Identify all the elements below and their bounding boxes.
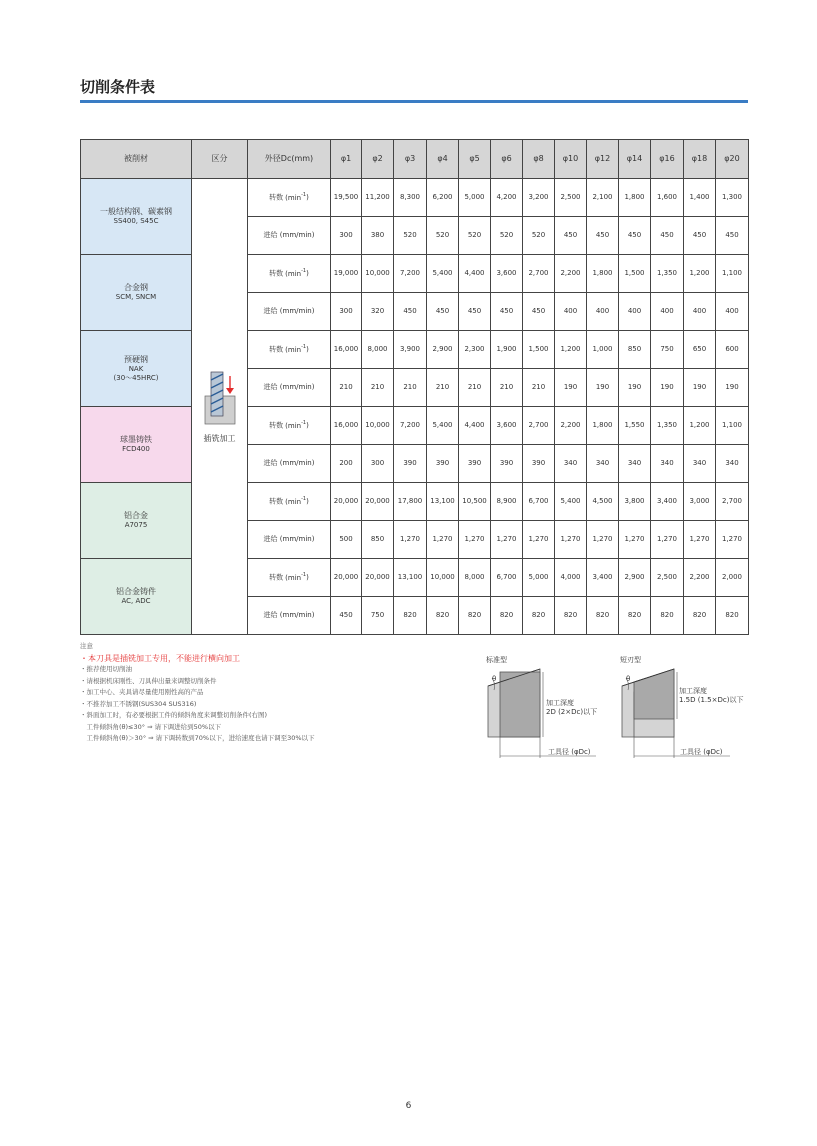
speed-value: 8,900	[491, 483, 523, 521]
notes-heading: 注意	[80, 642, 93, 650]
speed-unit: (min	[285, 421, 302, 430]
material-hardness: (30～45HRC)	[113, 373, 159, 382]
speed-value: 1,600	[651, 179, 684, 217]
note-item: ・不推荐加工不锈钢(SUS304 SUS316)	[80, 699, 197, 708]
speed-label: 转数	[269, 421, 284, 430]
header-cell: φ6	[491, 140, 523, 179]
feed-value: 1,270	[684, 521, 716, 559]
feed-value: 340	[716, 445, 749, 483]
speed-value: 3,800	[619, 483, 651, 521]
material-grade: A7075	[124, 521, 148, 530]
speed-value: 1,100	[716, 407, 749, 445]
speed-value: 2,500	[651, 559, 684, 597]
feed-value: 1,270	[651, 521, 684, 559]
speed-unit-exponent: -1	[301, 420, 307, 427]
speed-value: 13,100	[394, 559, 427, 597]
speed-label-cell	[248, 559, 331, 597]
note-item: ・加工中心、夹具请尽量使用刚性高的产品	[80, 688, 204, 696]
speed-value: 6,700	[523, 483, 555, 521]
speed-value: 2,700	[523, 255, 555, 293]
speed-value: 8,000	[362, 331, 394, 369]
material-name: 铝合金	[124, 511, 148, 521]
speed-value: 11,200	[362, 179, 394, 217]
speed-value: 1,350	[651, 407, 684, 445]
header-cell: φ18	[684, 140, 716, 179]
short-depth-label: 加工深度	[679, 687, 707, 695]
feed-value: 450	[523, 293, 555, 331]
page-number: 6	[405, 1101, 412, 1111]
speed-value: 2,500	[555, 179, 587, 217]
material-grade: FCD400	[122, 445, 150, 454]
feed-value: 1,270	[491, 521, 523, 559]
feed-value: 400	[619, 293, 651, 331]
material-cell	[81, 483, 192, 559]
table-row	[81, 255, 749, 293]
feed-value: 390	[427, 445, 459, 483]
table-row	[81, 179, 749, 217]
speed-value: 13,100	[427, 483, 459, 521]
feed-value: 450	[394, 293, 427, 331]
feed-value: 450	[555, 217, 587, 255]
speed-value: 1,400	[684, 179, 716, 217]
tool-body	[500, 672, 540, 737]
feed-value: 450	[684, 217, 716, 255]
material-cell	[81, 407, 192, 483]
feed-value: 300	[331, 217, 362, 255]
standard-diagram-title: 标准型	[486, 656, 507, 664]
speed-value: 2,200	[555, 407, 587, 445]
cutting-conditions-table	[80, 139, 749, 635]
feed-value: 820	[523, 597, 555, 635]
feed-value: 820	[491, 597, 523, 635]
speed-value: 19,500	[331, 179, 362, 217]
speed-value: 20,000	[362, 483, 394, 521]
feed-value: 390	[459, 445, 491, 483]
speed-value: 16,000	[331, 331, 362, 369]
speed-value: 17,800	[394, 483, 427, 521]
speed-unit-close: )	[306, 497, 309, 506]
feed-value: 1,270	[427, 521, 459, 559]
feed-value: 380	[362, 217, 394, 255]
notes-section	[80, 641, 315, 745]
speed-label: 转数	[269, 497, 284, 506]
feed-value: 200	[331, 445, 362, 483]
feed-value: 390	[394, 445, 427, 483]
speed-value: 4,200	[491, 179, 523, 217]
feed-value: 340	[619, 445, 651, 483]
speed-value: 1,300	[716, 179, 749, 217]
feed-value: 210	[331, 369, 362, 407]
feed-label: 进给 (mm/min)	[248, 521, 331, 559]
feed-value: 450	[619, 217, 651, 255]
speed-unit-exponent: -1	[301, 572, 307, 579]
material-name: 预硬钢	[124, 354, 148, 364]
speed-value: 3,900	[394, 331, 427, 369]
header-cell: φ14	[619, 140, 651, 179]
header-cell: 区分	[192, 140, 248, 179]
header-cell: φ10	[555, 140, 587, 179]
feed-value: 190	[555, 369, 587, 407]
speed-unit-close: )	[306, 193, 309, 202]
feed-value: 210	[523, 369, 555, 407]
feed-value: 1,270	[716, 521, 749, 559]
speed-value: 5,400	[555, 483, 587, 521]
speed-unit: (min	[285, 573, 302, 582]
category-label: 插铣加工	[203, 433, 236, 443]
feed-label: 进给 (mm/min)	[248, 217, 331, 255]
speed-value: 1,500	[619, 255, 651, 293]
feed-value: 450	[427, 293, 459, 331]
standard-depth-value: 2D (2×Dc)以下	[546, 708, 598, 716]
header-cell: 外径Dc(mm)	[248, 140, 331, 179]
feed-value: 500	[331, 521, 362, 559]
header-cell: φ8	[523, 140, 555, 179]
feed-value: 400	[555, 293, 587, 331]
speed-label-cell	[248, 179, 331, 217]
material-cell	[81, 179, 192, 255]
speed-label: 转数	[269, 269, 284, 278]
speed-label-cell	[248, 407, 331, 445]
feed-value: 340	[555, 445, 587, 483]
speed-value: 5,000	[459, 179, 491, 217]
feed-value: 1,270	[587, 521, 619, 559]
speed-value: 3,400	[651, 483, 684, 521]
speed-value: 6,700	[491, 559, 523, 597]
material-grade: SS400, S45C	[113, 217, 159, 226]
feed-value: 390	[491, 445, 523, 483]
speed-value: 4,400	[459, 407, 491, 445]
header-cell: φ20	[716, 140, 749, 179]
speed-value: 1,350	[651, 255, 684, 293]
feed-value: 520	[459, 217, 491, 255]
feed-value: 340	[587, 445, 619, 483]
feed-value: 520	[394, 217, 427, 255]
table-header-row	[81, 140, 749, 179]
speed-label: 转数	[269, 193, 284, 202]
feed-value: 820	[587, 597, 619, 635]
speed-unit-close: )	[306, 573, 309, 582]
feed-value: 400	[716, 293, 749, 331]
speed-value: 4,500	[587, 483, 619, 521]
feed-label: 进给 (mm/min)	[248, 597, 331, 635]
feed-value: 450	[491, 293, 523, 331]
feed-value: 820	[716, 597, 749, 635]
speed-value: 2,700	[716, 483, 749, 521]
speed-unit: (min	[285, 497, 302, 506]
feed-value: 400	[587, 293, 619, 331]
feed-value: 450	[716, 217, 749, 255]
speed-label-cell	[248, 255, 331, 293]
speed-value: 1,200	[684, 407, 716, 445]
header-cell: φ12	[587, 140, 619, 179]
speed-value: 8,000	[459, 559, 491, 597]
material-name: 合金钢	[124, 283, 148, 293]
speed-unit-close: )	[306, 269, 309, 278]
feed-value: 820	[619, 597, 651, 635]
speed-value: 8,300	[394, 179, 427, 217]
speed-value: 10,000	[362, 255, 394, 293]
speed-value: 4,000	[555, 559, 587, 597]
header-cell: φ2	[362, 140, 394, 179]
speed-value: 650	[684, 331, 716, 369]
feed-value: 340	[651, 445, 684, 483]
material-grade: SCM, SNCM	[115, 293, 157, 302]
note-item: ・斜面加工时，有必要根据工件的倾斜角度来调整切削条件(右图)	[80, 711, 268, 719]
material-grade: AC, ADC	[121, 597, 151, 606]
speed-value: 2,900	[619, 559, 651, 597]
material-name: 球墨铸铁	[120, 435, 152, 445]
speed-value: 10,500	[459, 483, 491, 521]
speed-value: 1,800	[587, 255, 619, 293]
feed-value: 520	[491, 217, 523, 255]
feed-value: 750	[362, 597, 394, 635]
speed-value: 10,000	[427, 559, 459, 597]
note-item: ・推荐使用切削油	[80, 665, 132, 673]
speed-unit-exponent: -1	[301, 268, 307, 275]
speed-value: 3,600	[491, 255, 523, 293]
feed-value: 210	[491, 369, 523, 407]
speed-value: 1,900	[491, 331, 523, 369]
feed-value: 400	[684, 293, 716, 331]
speed-value: 1,800	[619, 179, 651, 217]
speed-unit-close: )	[306, 345, 309, 354]
speed-value: 7,200	[394, 407, 427, 445]
feed-value: 340	[684, 445, 716, 483]
feed-value: 520	[523, 217, 555, 255]
material-name: 铝合金铸件	[116, 587, 156, 597]
standard-diameter-label: 工具径 (φDc)	[548, 748, 591, 756]
feed-value: 190	[684, 369, 716, 407]
feed-value: 190	[651, 369, 684, 407]
header-cell: φ4	[427, 140, 459, 179]
speed-value: 2,200	[555, 255, 587, 293]
feed-value: 1,270	[394, 521, 427, 559]
header-cell: φ5	[459, 140, 491, 179]
short-type-diagram	[618, 664, 733, 760]
feed-value: 390	[523, 445, 555, 483]
speed-value: 2,300	[459, 331, 491, 369]
speed-unit: (min	[285, 193, 302, 202]
feed-value: 520	[427, 217, 459, 255]
feed-value: 820	[394, 597, 427, 635]
feed-value: 450	[459, 293, 491, 331]
header-cell: φ16	[651, 140, 684, 179]
feed-value: 210	[459, 369, 491, 407]
notes-warning: ・本刀具是插铣加工专用，不能进行横向加工	[80, 653, 240, 663]
note-item: 工件倾斜角(θ)≤30° ⇒ 请下调进给到50%以下	[80, 722, 222, 731]
speed-label: 转数	[269, 345, 284, 354]
feed-value: 300	[362, 445, 394, 483]
feed-value: 850	[362, 521, 394, 559]
speed-value: 3,000	[684, 483, 716, 521]
feed-value: 1,270	[523, 521, 555, 559]
theta-symbol: θ	[626, 675, 631, 683]
feed-value: 820	[651, 597, 684, 635]
table-row	[81, 331, 749, 369]
feed-value: 820	[555, 597, 587, 635]
feed-value: 400	[651, 293, 684, 331]
speed-value: 19,000	[331, 255, 362, 293]
feed-value: 210	[427, 369, 459, 407]
feed-value: 190	[716, 369, 749, 407]
header-cell: 被削材	[81, 140, 192, 179]
speed-value: 7,200	[394, 255, 427, 293]
header-cell: φ1	[331, 140, 362, 179]
feed-value: 210	[394, 369, 427, 407]
speed-value: 20,000	[362, 559, 394, 597]
speed-value: 4,400	[459, 255, 491, 293]
speed-unit-close: )	[306, 421, 309, 430]
speed-value: 5,400	[427, 255, 459, 293]
speed-value: 1,550	[619, 407, 651, 445]
feed-value: 210	[362, 369, 394, 407]
speed-label-cell	[248, 331, 331, 369]
speed-value: 20,000	[331, 483, 362, 521]
speed-unit-exponent: -1	[301, 344, 307, 351]
feed-label: 进给 (mm/min)	[248, 293, 331, 331]
table-row	[81, 559, 749, 597]
speed-label-cell	[248, 483, 331, 521]
feed-value: 1,270	[555, 521, 587, 559]
short-depth-value: 1.5D (1.5×Dc)以下	[679, 696, 744, 704]
speed-value: 2,200	[684, 559, 716, 597]
speed-unit: (min	[285, 345, 302, 354]
speed-value: 850	[619, 331, 651, 369]
speed-unit: (min	[285, 269, 302, 278]
feed-value: 300	[331, 293, 362, 331]
feed-value: 450	[651, 217, 684, 255]
speed-value: 3,600	[491, 407, 523, 445]
note-item: 工件倾斜角(θ)＞30° ⇒ 请下调转数到70%以下，进给速度也请下调至30%以下	[80, 734, 315, 742]
speed-value: 5,400	[427, 407, 459, 445]
table-row	[81, 483, 749, 521]
speed-value: 1,500	[523, 331, 555, 369]
speed-value: 1,200	[684, 255, 716, 293]
speed-value: 1,200	[555, 331, 587, 369]
speed-value: 16,000	[331, 407, 362, 445]
feed-value: 190	[619, 369, 651, 407]
speed-value: 1,000	[587, 331, 619, 369]
speed-value: 750	[651, 331, 684, 369]
feed-value: 820	[684, 597, 716, 635]
feed-value: 1,270	[459, 521, 491, 559]
speed-unit-exponent: -1	[301, 496, 307, 503]
speed-value: 2,900	[427, 331, 459, 369]
material-name: 一般结构钢、碳素钢	[100, 207, 172, 217]
material-cell	[81, 559, 192, 635]
short-diagram-title: 短刃型	[620, 656, 641, 664]
speed-value: 2,700	[523, 407, 555, 445]
speed-value: 20,000	[331, 559, 362, 597]
standard-depth-label: 加工深度	[546, 699, 574, 707]
speed-value: 3,400	[587, 559, 619, 597]
feed-value: 820	[427, 597, 459, 635]
category-cell	[192, 179, 248, 635]
title-underline	[80, 100, 748, 103]
material-grade: NAK	[128, 364, 144, 373]
short-diameter-label: 工具径 (φDc)	[680, 748, 723, 756]
feed-value: 190	[587, 369, 619, 407]
speed-value: 3,200	[523, 179, 555, 217]
speed-value: 6,200	[427, 179, 459, 217]
feed-value: 450	[331, 597, 362, 635]
material-cell	[81, 255, 192, 331]
speed-value: 2,100	[587, 179, 619, 217]
feed-value: 450	[587, 217, 619, 255]
speed-value: 2,000	[716, 559, 749, 597]
feed-value: 320	[362, 293, 394, 331]
speed-value: 10,000	[362, 407, 394, 445]
speed-unit-exponent: -1	[301, 192, 307, 199]
header-cell: φ3	[394, 140, 427, 179]
feed-value: 1,270	[619, 521, 651, 559]
plunge-milling-icon	[203, 370, 237, 426]
speed-label: 转数	[269, 573, 284, 582]
feed-label: 进给 (mm/min)	[248, 369, 331, 407]
speed-value: 1,100	[716, 255, 749, 293]
speed-value: 600	[716, 331, 749, 369]
speed-value: 5,000	[523, 559, 555, 597]
theta-symbol: θ	[492, 675, 497, 683]
material-cell	[81, 331, 192, 407]
table-row	[81, 407, 749, 445]
note-item: ・请根据机床刚性、刀具伸出量来调整切削条件	[80, 676, 217, 685]
tool-body	[634, 669, 674, 719]
feed-value: 820	[459, 597, 491, 635]
page-title: 切削条件表	[80, 78, 156, 96]
feed-label: 进给 (mm/min)	[248, 445, 331, 483]
speed-value: 1,800	[587, 407, 619, 445]
